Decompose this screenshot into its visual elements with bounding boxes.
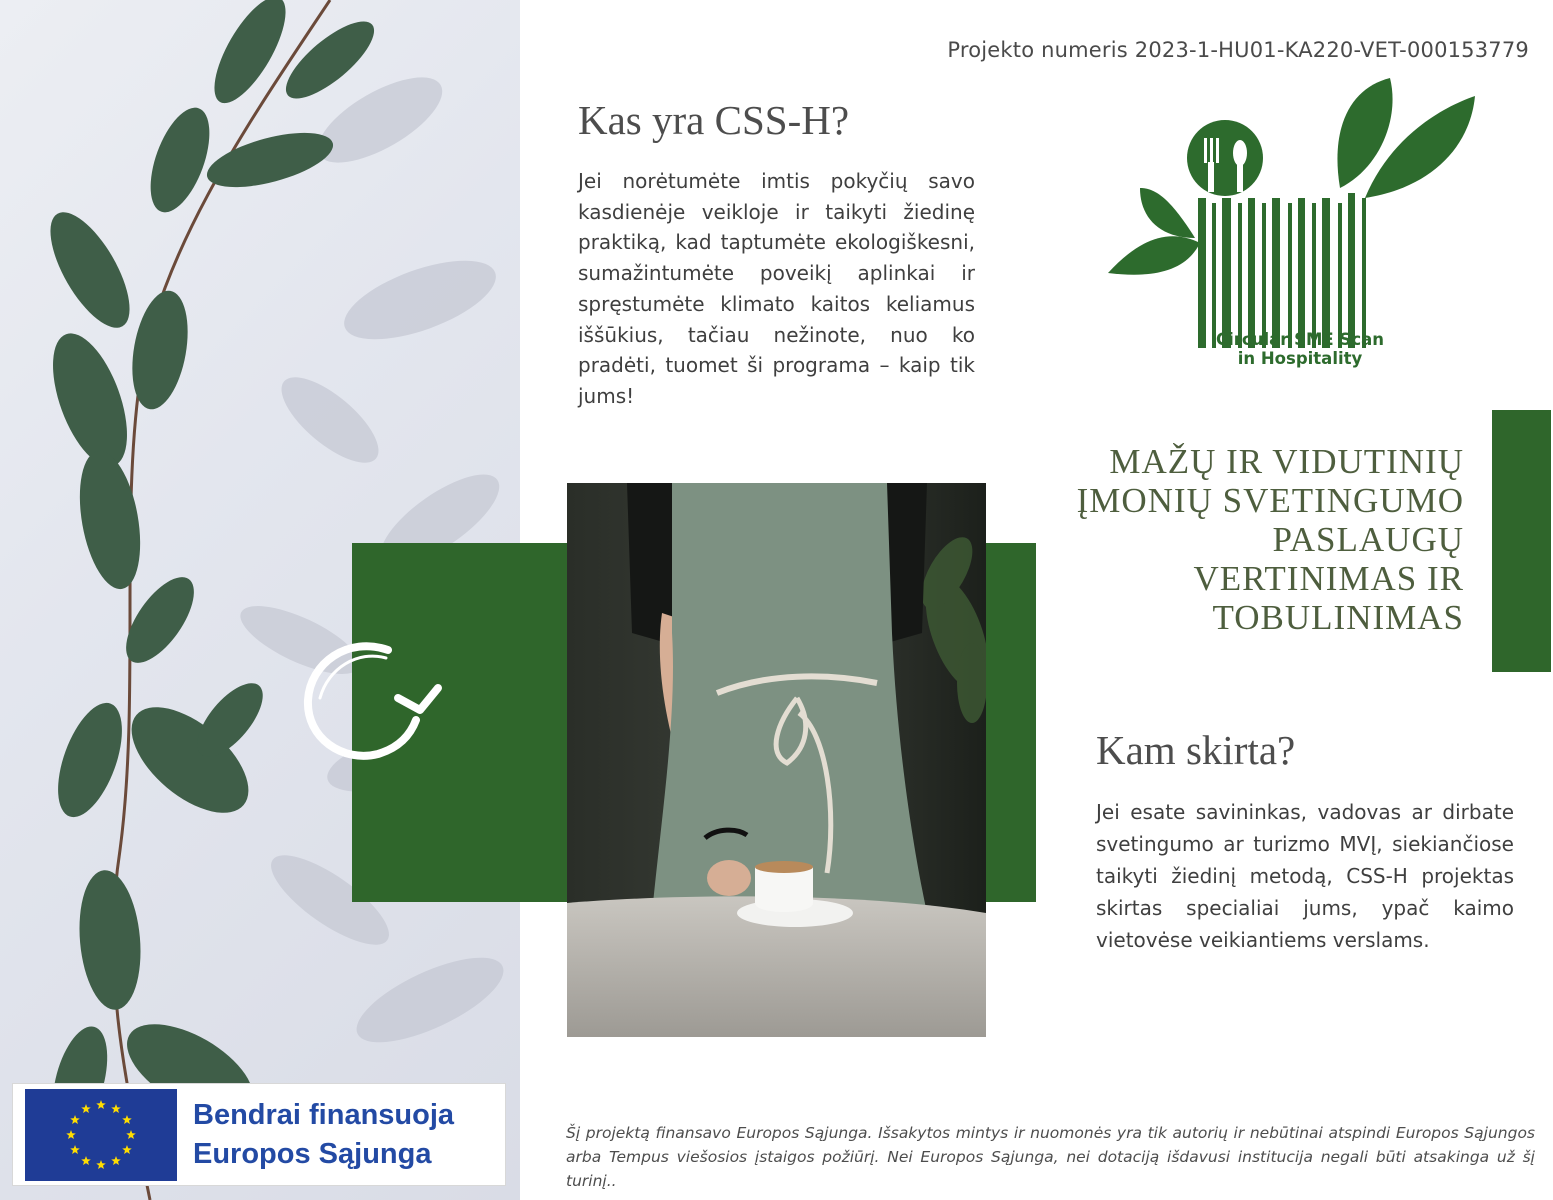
green-accent-bar	[1492, 410, 1551, 672]
eu-stars-icon	[25, 1089, 177, 1181]
cycle-arrow-icon	[298, 628, 446, 768]
logo-line-2: in Hospitality	[1237, 349, 1363, 368]
section-who-body: Jei esate savininkas, vadovas ar dirbate svetingumo ar turizmo MVĮ, siekiančiose taikyti žiedinį metodą, CSS-H projektas skirtas specialiai jums, ypač kaimo vietovėse veikiantiems verslams.	[1096, 800, 1514, 952]
headline-line: ĮMONIŲ SVETINGUMO	[1076, 481, 1464, 520]
eu-funding-line-1: Bendrai finansuoja	[193, 1099, 455, 1131]
eu-star-icon	[70, 1115, 80, 1124]
eu-star-icon	[81, 1104, 91, 1113]
eu-star-icon	[111, 1104, 121, 1113]
headline	[1040, 442, 1464, 637]
headline-line: PASLAUGŲ	[1272, 520, 1464, 559]
headline-line: MAŽŲ IR VIDUTINIŲ	[1109, 442, 1464, 481]
section-what-body: Jei norėtumėte imtis pokyčių savo kasdienėje veikloje ir taikyti žiedinę praktiką, kad taptumėte ekologiškesni, sumažintumėte poveikį aplinkai ir spręstumėte klimato kaitos keliamus iššūkius, tačiau nežinote, nuo ko pradėti, tuomet ši programa – kaip tik jums!	[578, 169, 975, 408]
eu-star-icon	[81, 1156, 91, 1165]
logo-wordmark	[1200, 330, 1400, 368]
eu-star-icon	[96, 1160, 106, 1169]
eu-star-icon	[111, 1156, 121, 1165]
project-number: Projekto numeris 2023-1-HU01-KA220-VET-000153779	[947, 38, 1529, 62]
waiter-illustration	[567, 483, 986, 1037]
eu-star-icon	[96, 1100, 106, 1109]
headline-line: TOBULINIMAS	[1212, 598, 1464, 637]
eu-star-icon	[122, 1145, 132, 1154]
eu-star-icon	[122, 1115, 132, 1124]
logo-line-1: Circular SME Scan	[1216, 330, 1384, 349]
eu-funding-line-2: Europos Sąjunga	[193, 1138, 432, 1170]
refresh-cycle-icon	[298, 628, 446, 768]
green-block-right	[984, 543, 1036, 902]
disclaimer-text: Šį projektą finansavo Europos Sąjunga. Išsakytos mintys ir nuomonės yra tik autorių ir nebūtinai atspindi Europos Sąjungos arba Tempus viešosios įstaigos požiūrį. Nei Europos Sąjunga, nei dotaciją išdavusi institucija negali būti atsakinga už šį turinį..	[566, 1124, 1535, 1190]
section-who-title: Kam skirta?	[1096, 727, 1296, 773]
headline-line: VERTINIMAS IR	[1193, 559, 1464, 598]
eu-star-icon	[66, 1130, 76, 1139]
eu-star-icon	[70, 1145, 80, 1154]
eu-funding-text	[193, 1096, 454, 1174]
eu-star-icon	[126, 1130, 136, 1139]
eu-funding-badge	[12, 1083, 506, 1186]
waiter-coffee-photo	[567, 483, 986, 1037]
eu-flag-icon	[25, 1089, 177, 1181]
section-what-title: Kas yra CSS-H?	[578, 97, 850, 143]
